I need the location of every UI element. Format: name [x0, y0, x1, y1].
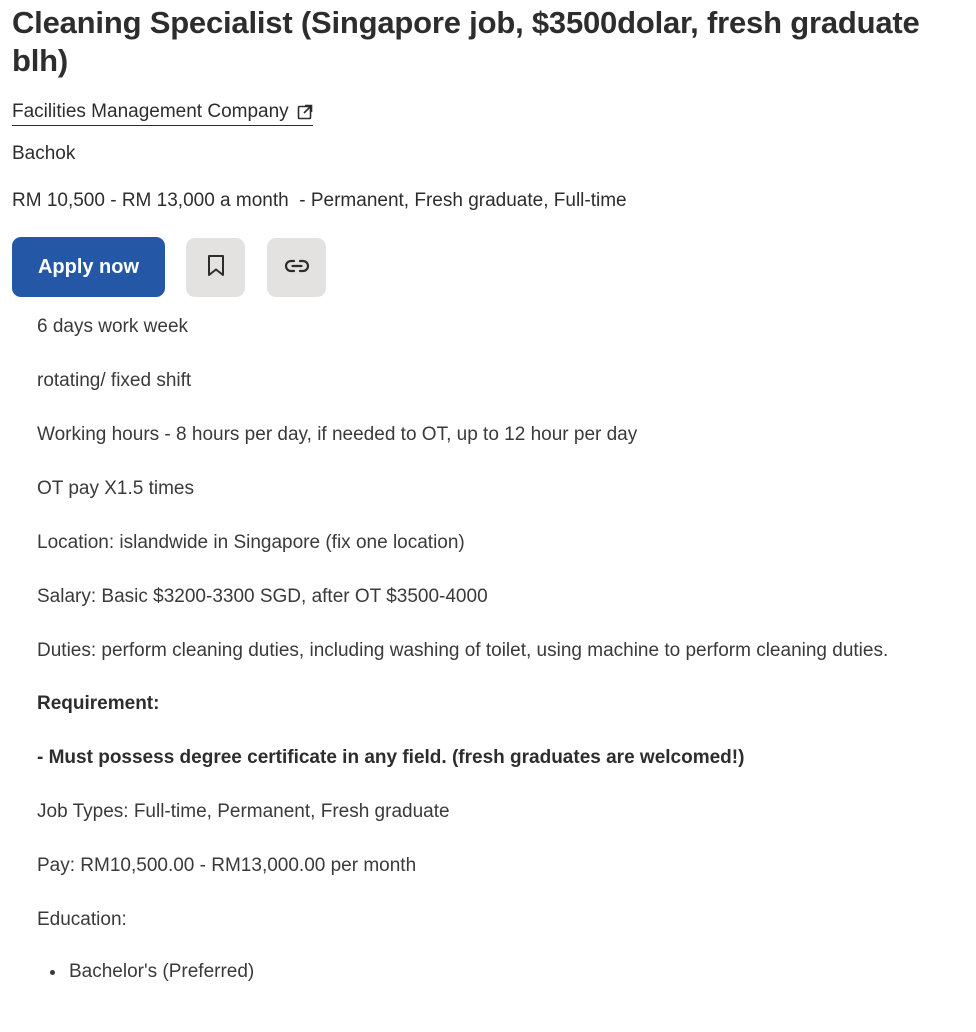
pay-text: Pay: RM10,500.00 - RM13,000.00 per month	[37, 855, 417, 876]
save-job-button[interactable]	[186, 238, 245, 297]
job-location: Bachok	[12, 143, 76, 164]
description-line: OT pay X1.5 times	[37, 478, 194, 499]
bookmark-icon	[206, 254, 226, 281]
requirement-heading: Requirement:	[37, 693, 160, 714]
company-link[interactable]	[12, 101, 313, 126]
education-item: • Bachelor's (Preferred)	[67, 959, 962, 984]
apply-now-button[interactable]: Apply now	[12, 237, 165, 297]
external-link-icon	[297, 104, 313, 120]
company-name: Facilities Management Company	[12, 100, 289, 122]
description-line: Location: islandwide in Singapore (fix one location)	[37, 532, 465, 553]
company-row	[12, 100, 976, 126]
job-types-text: Job Types: Full-time, Permanent, Fresh graduate	[37, 801, 450, 822]
job-description	[12, 314, 962, 984]
description-line: Salary: Basic $3200-3300 SGD, after OT $3500-4000	[37, 586, 488, 607]
education-list	[37, 959, 962, 984]
job-title: Cleaning Specialist (Singapore job, $3500dolar, fresh graduate blh)	[12, 5, 920, 78]
duties-text: Duties: perform cleaning duties, including washing of toilet, using machine to perform cleaning duties.	[37, 640, 889, 661]
description-line: rotating/ fixed shift	[37, 370, 192, 391]
salary-and-job-types: RM 10,500 - RM 13,000 a month - Permanent, Fresh graduate, Full-time	[12, 190, 627, 211]
description-line: Working hours - 8 hours per day, if needed to OT, up to 12 hour per day	[37, 424, 638, 445]
link-icon	[284, 258, 310, 277]
description-line: 6 days work week	[37, 316, 189, 337]
action-bar	[12, 237, 976, 297]
education-heading: Education:	[37, 909, 127, 930]
copy-link-button[interactable]	[267, 238, 326, 297]
requirement-item: - Must possess degree certificate in any field. (fresh graduates are welcomed!)	[37, 747, 745, 768]
